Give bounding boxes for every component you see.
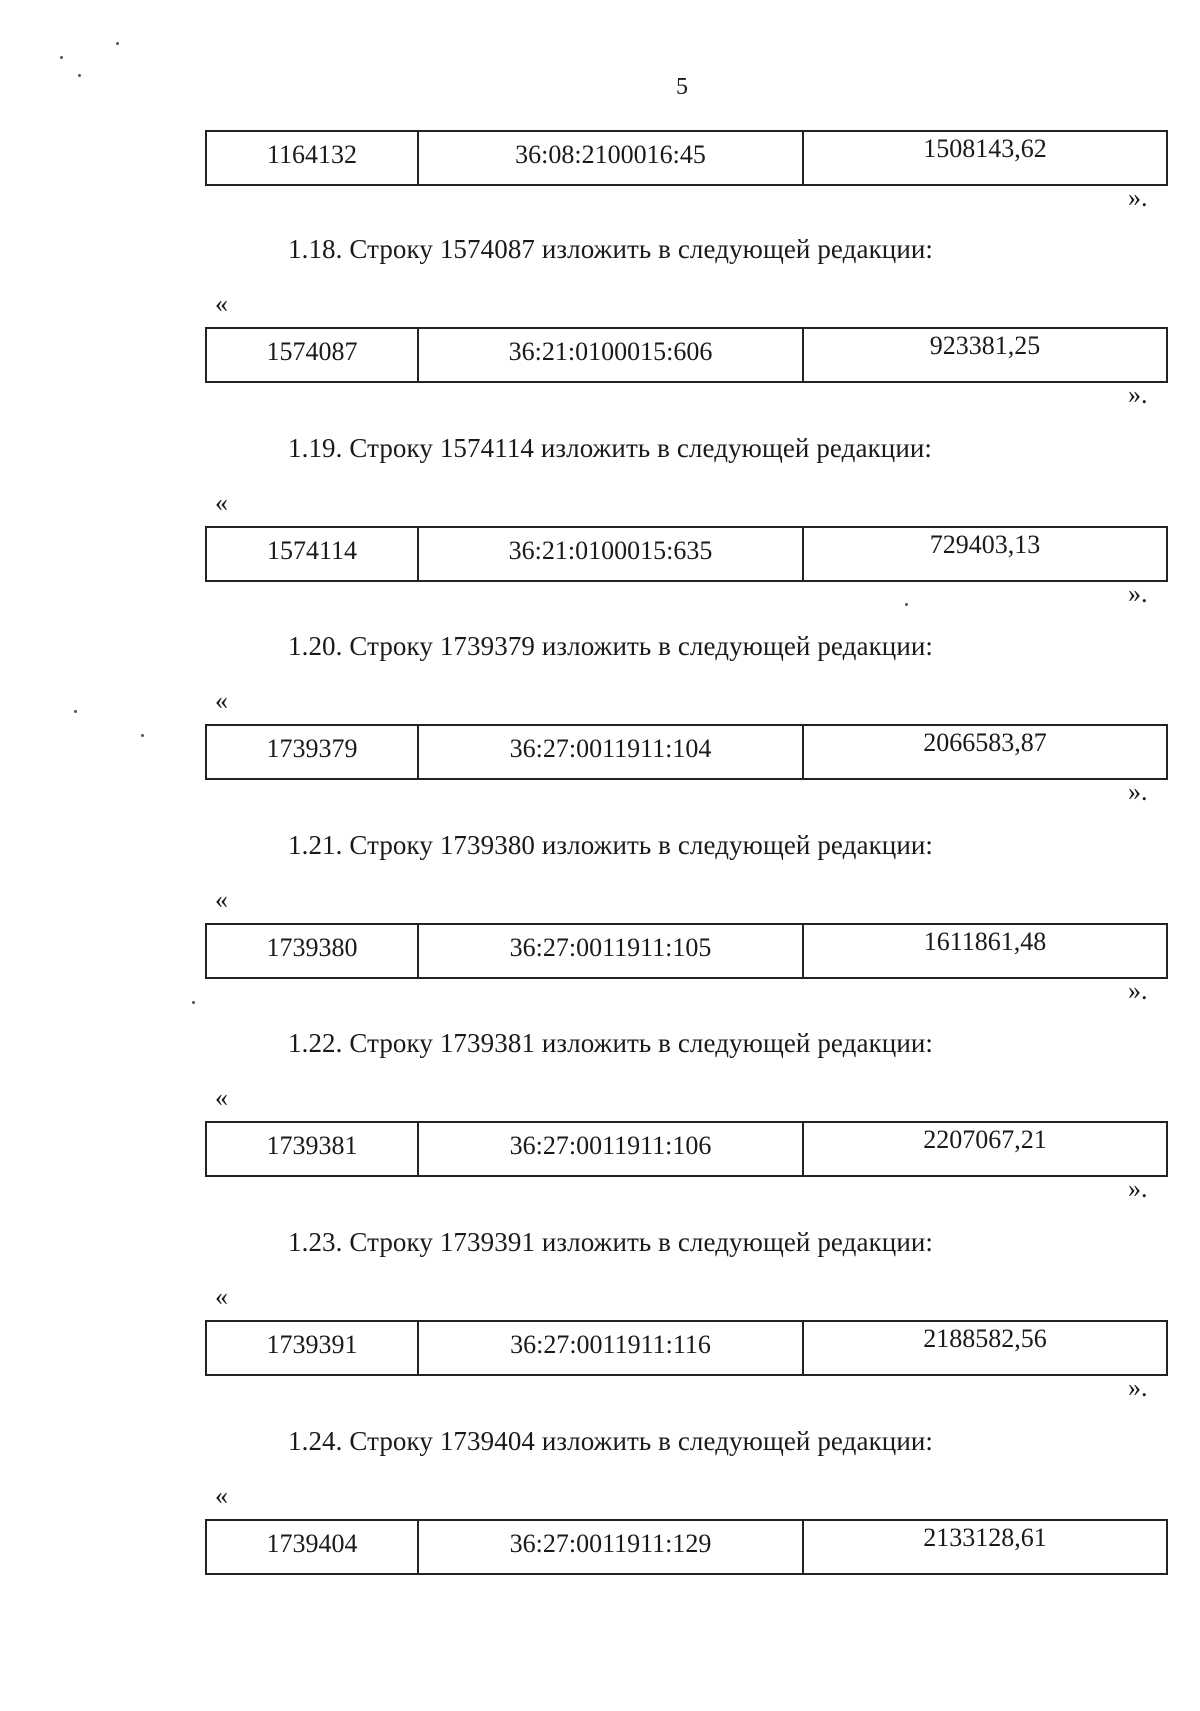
opening-quote: « (215, 289, 228, 318)
closing-quote: ». (1128, 777, 1148, 807)
section-heading: 1.23. Строку 1739391 изложить в следующей редакции: (288, 1227, 934, 1257)
row-value: 1611861,48 (923, 926, 1047, 956)
section-heading: 1.24. Строку 1739404 изложить в следующей редакции: (288, 1425, 934, 1456)
row-cadastral-number: 36:21:0100015:606 (419, 329, 804, 381)
row-code: 1739379 (207, 726, 419, 778)
row-code: 1739380 (207, 925, 419, 977)
row-value: 1508143,62 (923, 134, 1047, 163)
scan-speck (60, 56, 63, 59)
scan-speck (116, 42, 119, 45)
section-heading: 1.21. Строку 1739380 изложить в следующей редакции: (288, 829, 934, 860)
section-heading: 1.20. Строку 1739379 изложить в следующей редакции: (288, 631, 934, 662)
table-row (205, 1519, 1168, 1575)
row-value: 2207067,21 (923, 1125, 1047, 1155)
opening-quote: « (215, 1083, 228, 1113)
closing-quote: ». (1128, 1174, 1148, 1204)
row-code: 1739404 (207, 1521, 419, 1573)
row-cadastral-number: 36:27:0011911:105 (419, 925, 804, 977)
row-code: 1574087 (207, 329, 419, 381)
closing-quote: ». (1128, 578, 1148, 608)
table-row (205, 526, 1168, 582)
table-row (205, 1121, 1168, 1177)
table-row (205, 923, 1168, 979)
row-code: 1574114 (207, 528, 419, 580)
closing-quote: ». (1128, 975, 1148, 1005)
scan-speck (192, 1001, 195, 1004)
opening-quote: « (215, 1282, 228, 1311)
closing-quote: ». (1128, 380, 1148, 409)
table-row (205, 327, 1168, 383)
closing-quote: ». (1128, 183, 1148, 212)
section-heading: 1.22. Строку 1739381 изложить в следующей редакции: (288, 1028, 934, 1059)
row-value: 729403,13 (929, 529, 1041, 559)
table-row (205, 130, 1168, 186)
section-heading: 1.18. Строку 1574087 изложить в следующей редакции: (288, 234, 934, 264)
opening-quote: « (215, 487, 228, 517)
page-number: 5 (676, 74, 688, 100)
opening-quote: « (215, 686, 228, 716)
row-cadastral-number: 36:27:0011911:104 (419, 726, 804, 778)
row-value: 2133128,61 (923, 1522, 1047, 1552)
row-value: 2188582,56 (923, 1324, 1047, 1353)
row-cadastral-number: 36:27:0011911:106 (419, 1123, 804, 1175)
section-heading: 1.19. Строку 1574114 изложить в следующей редакции: (288, 432, 933, 463)
row-value: 923381,25 (929, 331, 1041, 360)
closing-quote: ». (1128, 1373, 1148, 1402)
table-row (205, 724, 1168, 780)
row-cadastral-number: 36:27:0011911:129 (419, 1521, 804, 1573)
scan-speck (78, 74, 81, 77)
row-code: 1739391 (207, 1322, 419, 1374)
row-value: 2066583,87 (923, 728, 1047, 758)
scan-speck (74, 710, 77, 713)
row-cadastral-number: 36:21:0100015:635 (419, 528, 804, 580)
scan-speck (905, 603, 908, 606)
opening-quote: « (215, 1480, 228, 1510)
row-code: 1164132 (207, 132, 419, 184)
row-code: 1739381 (207, 1123, 419, 1175)
opening-quote: « (215, 884, 228, 914)
row-cadastral-number: 36:08:2100016:45 (419, 132, 804, 184)
scan-speck (141, 734, 144, 737)
table-row (205, 1320, 1168, 1376)
row-cadastral-number: 36:27:0011911:116 (419, 1322, 804, 1374)
